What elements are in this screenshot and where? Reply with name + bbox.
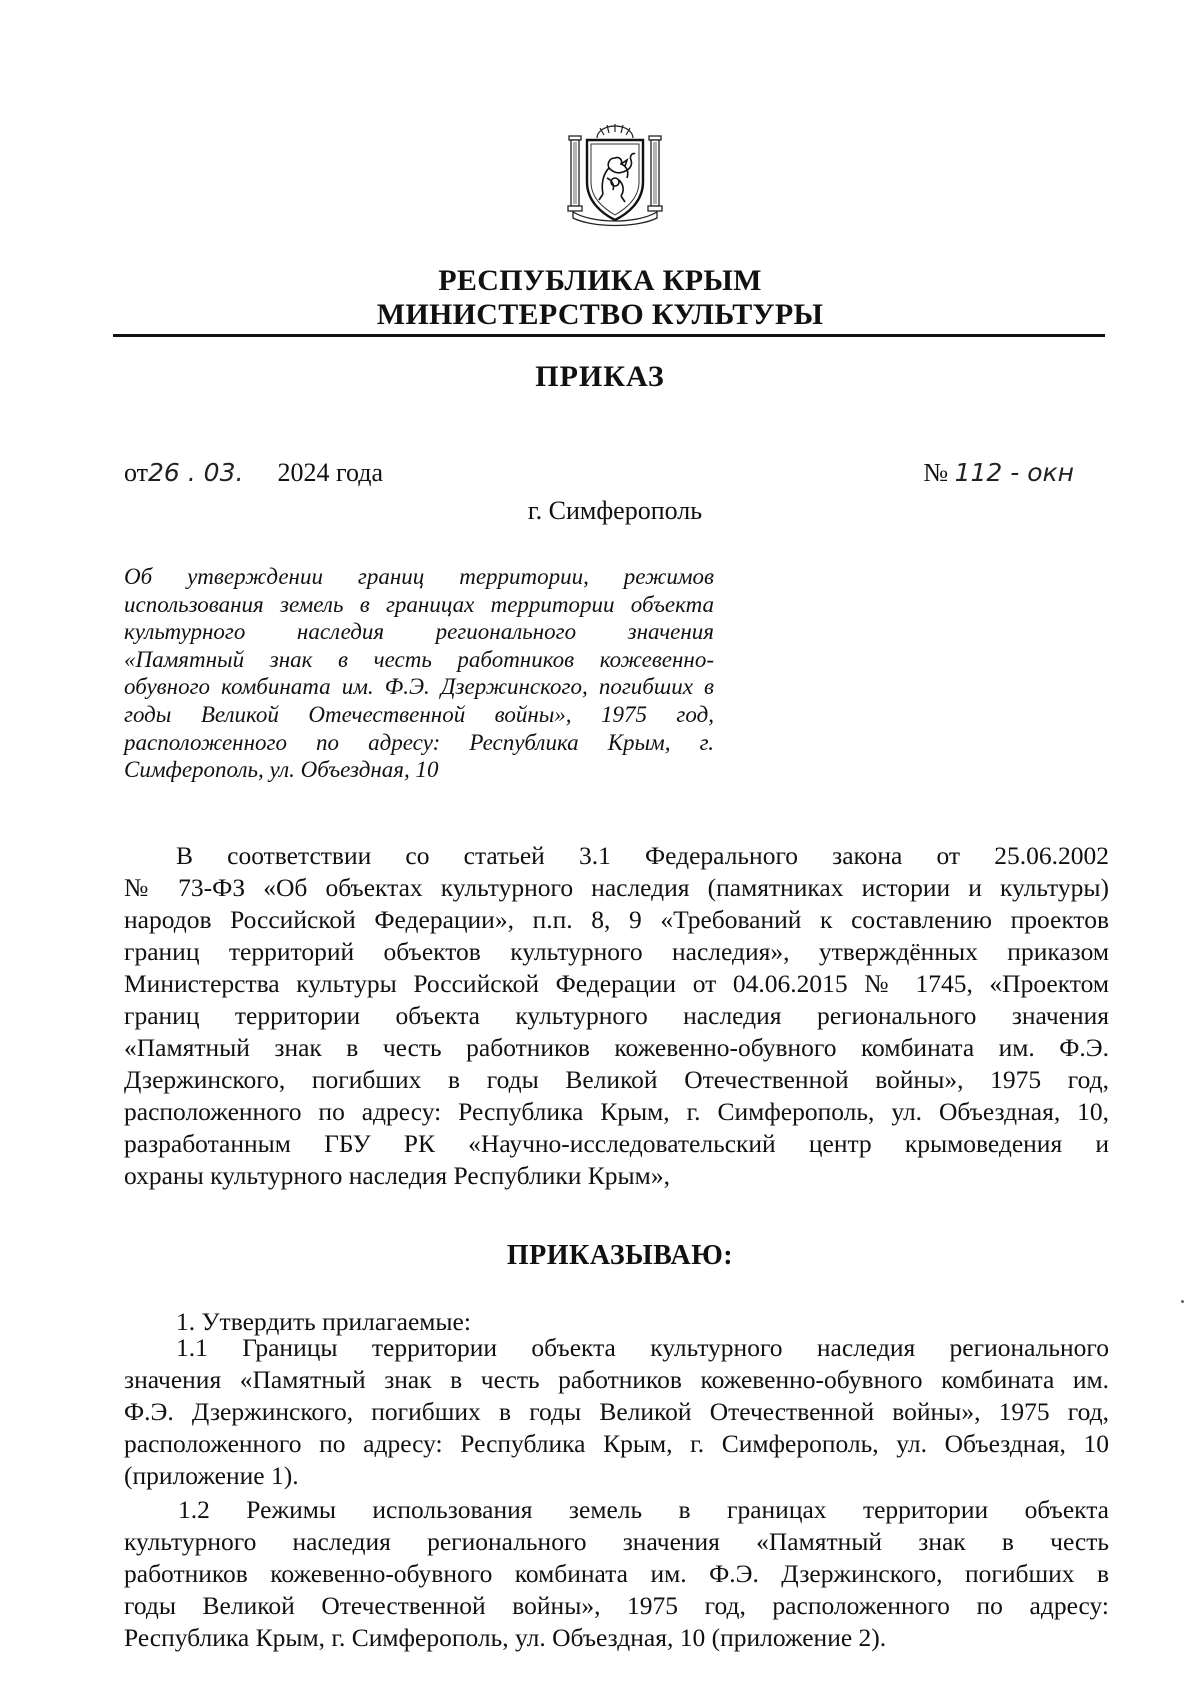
subject-line: Об утверждении границ территории, режимов: [124, 564, 714, 589]
decree-heading: ПРИКАЗЫВАЮ:: [506, 1240, 734, 1271]
item-1-text: 1. Утвердить прилагаемые:: [176, 1307, 471, 1336]
preamble-line: В соответствии со статьей 3.1 Федерального закона от 25.06.2002: [176, 841, 1109, 870]
preamble-line: разработанным ГБУ РК «Научно-исследовательский центр крымоведения и: [124, 1129, 1109, 1158]
crimea-coat-of-arms-icon: [563, 120, 667, 228]
subject-line: «Памятный знак в честь работников кожевенно-: [124, 646, 714, 672]
order-subject: [124, 563, 714, 784]
preamble-line: Министерства культуры Российской Федерации от 04.06.2015 № 1745, «Проектом: [124, 969, 1109, 998]
date-year: 2024 года: [277, 458, 383, 487]
preamble-paragraph: [124, 840, 1109, 1192]
subject-line: годы Великой Отечественной войны», 1975 год,: [124, 701, 714, 727]
preamble-line: Дзержинского, погибших в годы Великой Отечественной войны», 1975 год,: [124, 1065, 1109, 1094]
number-prefix: №: [923, 458, 949, 487]
subject-line: расположенного по адресу: Республика Крым, г.: [124, 729, 714, 755]
preamble-line: № 73-ФЗ «Об объектах культурного наследия (памятниках истории и культуры): [124, 873, 1109, 902]
republic-name: РЕСПУБЛИКА КРЫМ: [438, 264, 762, 297]
item-1-1-line: 1.1 Границы территории объекта культурного наследия регионального: [176, 1333, 1109, 1362]
scan-speck: [1181, 1300, 1184, 1303]
issue-city: г. Симферополь: [527, 496, 703, 525]
subject-line: обувного комбината им. Ф.Э. Дзержинского, погибших в: [124, 674, 714, 700]
handwritten-number: 112 - окн: [954, 458, 1074, 487]
subject-line: использования земель в границах территории объекта: [124, 591, 714, 617]
item-1-1-line: расположенного по адресу: Республика Крым, г. Симферополь, ул. Объездная, 10: [124, 1429, 1109, 1458]
ministry-name: МИНИСТЕРСТВО КУЛЬТУРЫ: [376, 298, 824, 331]
document-type-title: ПРИКАЗ: [535, 360, 665, 393]
item-1-2-line: годы Великой Отечественной войны», 1975 год, расположенного по адресу:: [124, 1591, 1109, 1620]
date-prefix: от: [124, 458, 149, 487]
preamble-line: народов Российской Федерации», п.п. 8, 9 «Требований к составлению проектов: [124, 905, 1109, 934]
preamble-line: расположенного по адресу: Республика Крым, г. Симферополь, ул. Объездная, 10,: [124, 1097, 1109, 1126]
header-divider: [113, 334, 1105, 337]
subject-line: Симферополь, ул. Объездная, 10: [124, 757, 439, 783]
item-1-2: [124, 1494, 1109, 1654]
order-date: [124, 458, 383, 488]
preamble-line: охраны культурного наследия Республики Крым»,: [124, 1161, 670, 1190]
item-1-1-line: (приложение 1).: [124, 1461, 299, 1490]
handwritten-date: 26 . 03.: [148, 458, 244, 487]
item-1-1-line: Ф.Э. Дзержинского, погибших в годы Великой Отечественной войны», 1975 год,: [124, 1397, 1109, 1426]
item-1-2-line: культурного наследия регионального значения «Памятный знак в честь: [124, 1527, 1109, 1556]
preamble-line: границ территории объекта культурного наследия регионального значения: [124, 1001, 1109, 1030]
item-1-2-line: работников кожевенно-обувного комбината им. Ф.Э. Дзержинского, погибших в: [124, 1559, 1109, 1588]
item-1-1-line: значения «Памятный знак в честь работников кожевенно-обувного комбината им.: [124, 1365, 1109, 1394]
preamble-line: границ территорий объектов культурного наследия», утверждённых приказом: [124, 937, 1109, 966]
preamble-line: «Памятный знак в честь работников кожевенно-обувного комбината им. Ф.Э.: [124, 1033, 1109, 1062]
item-1-2-line: Республика Крым, г. Симферополь, ул. Объездная, 10 (приложение 2).: [124, 1623, 887, 1652]
order-number: [923, 458, 1074, 488]
subject-line: культурного наследия регионального значения: [124, 619, 714, 645]
item-1-2-line: 1.2 Режимы использования земель в границах территории объекта: [178, 1495, 1109, 1524]
item-1-1: [124, 1332, 1109, 1492]
